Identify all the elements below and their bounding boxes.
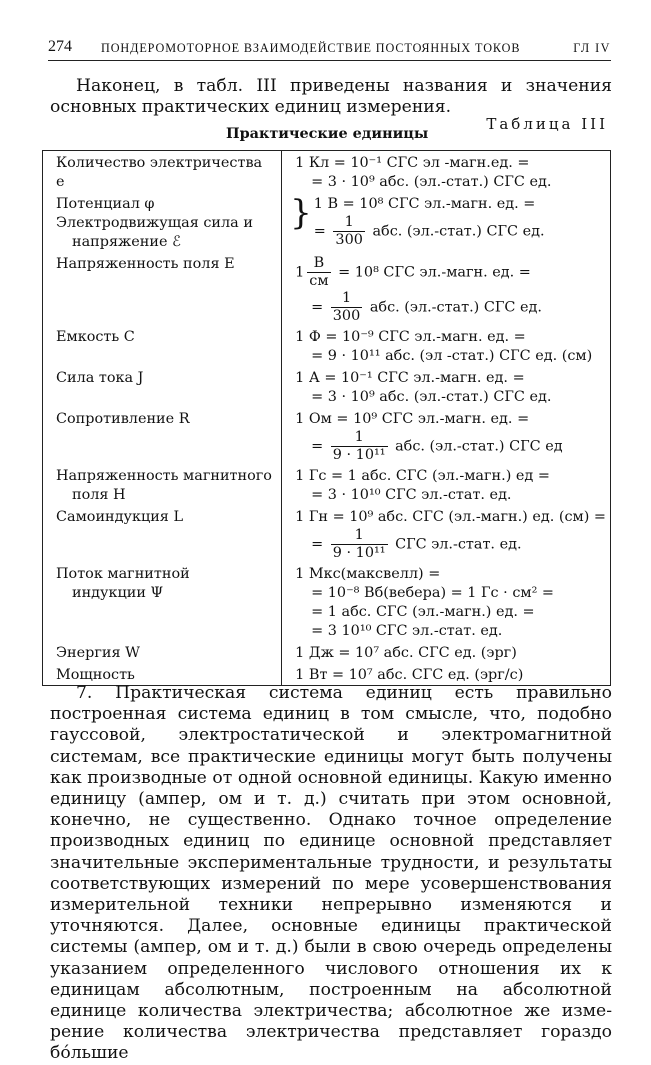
quantity-name: Напряженность магнитного — [56, 468, 272, 484]
chapter-label: ГЛ IV — [573, 41, 611, 55]
quantity-name: Мощность — [56, 667, 135, 683]
unit-value: 1 В = 10⁸ СГС эл.-магн. ед. = — [313, 196, 536, 212]
quantity-name: Сопротивление R — [56, 411, 190, 427]
paragraph-7: 7. Практическая система единиц есть правильно построенная система единиц в том смысле, что, подобно гауссовой, электростатической и электромагнитной системам, все практические единицы могут быть получены как производные от одной основной единицы. Какую именно единицу (ампер, ом и т. д.) считать при этом основной, конечно, не существенно. Однако точное определение производных единиц по единице основной представляет значительные экспериментальные трудности, и результаты соответствующих измерений по мере усовершенствования измерительной техники непрерывно изменяются и уточняются. Далее, основные единицы практической системы (ампер, ом и т. д.) были в свою очередь определены указанием определенного числового отношения их к единицам абсолютным, построенным на абсолютной единице количества электричества; абсолютное же измерение количества электричества представляет гораздо бо́льшие — [50, 683, 612, 1064]
unit-value: = 3 · 10⁹ абс. (эл.-стат.) СГС ед. — [311, 389, 552, 405]
units-table — [42, 150, 611, 686]
quantity-name: напряжение ℰ — [72, 234, 181, 250]
unit-text: СГС эл.-стат. ед. — [395, 536, 522, 553]
fraction-denominator: 9 · 10¹¹ — [332, 447, 386, 463]
intro-paragraph: Наконец, в табл. III приведены названия и значения основных практических единиц измерения. — [50, 76, 612, 117]
unit-value: = 1 абс. СГС (эл.-магн.) ед. = — [311, 604, 535, 620]
running-title: ПОНДЕРОМОТОРНОЕ ВЗАИМОДЕЙСТВИЕ ПОСТОЯННЫХ ТОКОВ — [101, 41, 521, 55]
quantity-name: Напряженность поля E — [56, 256, 235, 272]
fraction-denominator: 300 — [332, 308, 361, 324]
fraction-numerator: 1 — [333, 214, 364, 232]
fraction-numerator: 1 — [331, 290, 362, 308]
fraction-denominator: 300 — [335, 232, 363, 248]
quantity-name: поля H — [72, 487, 126, 503]
brace-symbol: } — [290, 193, 312, 233]
fraction-denominator: 9 · 10¹¹ — [332, 545, 386, 561]
unit-value: 1 А = 10⁻¹ СГС эл.-магн. ед. = — [295, 370, 525, 386]
unit-value: 1 Мкс(максвелл) = — [295, 566, 441, 582]
unit-value-fraction — [295, 214, 606, 249]
quantity-name: Электродвижущая сила и — [56, 215, 253, 231]
table-label: Таблица III — [486, 115, 608, 133]
table-row — [43, 192, 611, 252]
page-number: 274 — [48, 38, 72, 55]
unit-value: 1 Гс = 1 абс. СГС (эл.-магн.) ед = — [295, 468, 550, 484]
unit-text: абс. (эл.-стат.) СГС ед — [395, 438, 563, 455]
body-text — [50, 683, 612, 1065]
unit-value: 1 Вт = 10⁷ абс. СГС ед. (эрг/с) — [295, 667, 524, 683]
quantity-name: Самоиндукция L — [56, 509, 184, 525]
table-row — [43, 325, 611, 366]
quantity-name: Сила тока J — [56, 370, 144, 386]
equals-sign: = — [313, 223, 326, 240]
unit-value: = 10⁻⁸ Вб(вебера) = 1 Гс · см² = — [311, 585, 554, 601]
fraction-numerator: В — [307, 255, 330, 273]
unit-text: абс. (эл.-стат.) СГС ед. — [369, 299, 542, 316]
fraction-numerator: 1 — [331, 429, 388, 447]
unit-text: абс. (эл.-стат.) СГС ед. — [372, 223, 545, 240]
table-row — [43, 464, 611, 505]
unit-value-fraction — [295, 290, 606, 325]
running-header — [48, 36, 611, 61]
fraction-denominator: см — [309, 273, 329, 289]
equals-sign: = — [311, 536, 324, 553]
table-row — [43, 562, 611, 641]
table-row — [43, 252, 611, 325]
quantity-name: Потенциал φ — [56, 196, 155, 212]
equals-sign: = — [311, 438, 324, 455]
table-row — [43, 407, 611, 464]
unit-value: = 3 · 10⁹ абс. (эл.-стат.) СГС ед. — [311, 174, 552, 190]
fraction — [331, 290, 362, 325]
quantity-name: Поток магнитной — [56, 566, 190, 582]
unit-value-fraction — [295, 527, 606, 562]
fraction-numerator: 1 — [331, 527, 388, 545]
unit-value: 1 Дж = 10⁷ абс. СГС ед. (эрг) — [295, 645, 517, 661]
quantity-name: Энергия W — [56, 645, 140, 661]
unit-value: 1 Гн = 10⁹ абс. СГС (эл.-магн.) ед. (см) = — [295, 509, 606, 525]
table-row — [43, 366, 611, 407]
unit-lead: 1 — [295, 264, 305, 281]
unit-value-fraction — [295, 429, 606, 464]
unit-value: 1 Ом = 10⁹ СГС эл.-магн. ед. = — [295, 411, 530, 427]
unit-value: 1 Ф = 10⁻⁹ СГС эл.-магн. ед. = — [295, 329, 526, 345]
equals-sign: = — [311, 299, 324, 316]
table-row — [43, 505, 611, 562]
unit-value: = 3 · 10¹⁰ СГС эл.-стат. ед. — [311, 487, 512, 503]
unit-text: = 10⁸ СГС эл.-магн. ед. = — [338, 264, 531, 281]
fraction — [307, 255, 330, 290]
fraction — [333, 214, 364, 249]
quantity-name: индукции Ψ — [72, 585, 164, 601]
unit-value: = 9 · 10¹¹ абс. (эл -стат.) СГС ед. (см) — [311, 348, 593, 364]
table-row — [43, 641, 611, 663]
table-row — [43, 151, 611, 193]
fraction — [331, 527, 388, 562]
unit-value: 1 Кл = 10⁻¹ СГС эл -магн.ед. = — [295, 155, 530, 171]
table-title: Практические единицы — [226, 125, 429, 142]
fraction — [331, 429, 388, 464]
quantity-name: Емкость C — [56, 329, 135, 345]
quantity-name: Количество электричества e — [56, 155, 263, 190]
unit-value: = 3 10¹⁰ СГС эл.-стат. ед. — [311, 623, 503, 639]
unit-value-fraction — [295, 255, 606, 290]
